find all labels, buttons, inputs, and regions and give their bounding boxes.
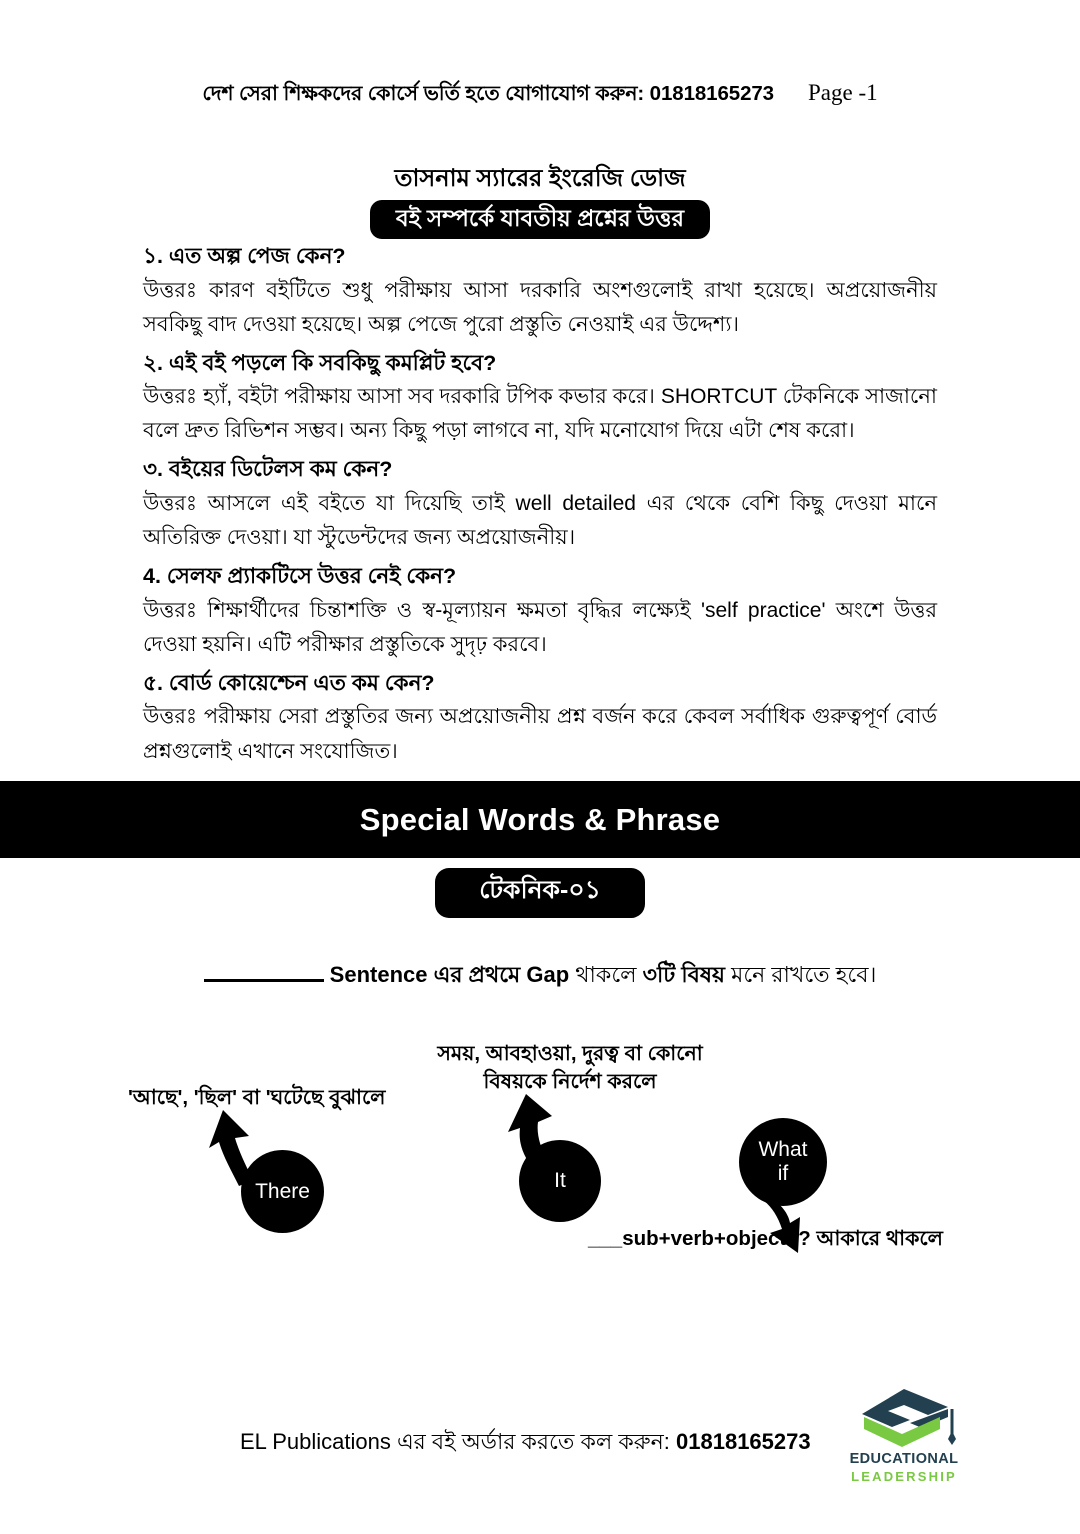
faq-answer: উত্তরঃ পরীক্ষায় সেরা প্রস্তুতির জন্য অপ্রয়োজনীয় প্রশ্ন বর্জন করে কেবল সর্বাধিক গুরুত্বপূর্ণ বোর্ড প্রশ্নগুলোই এখানে সংযোজিত। [143, 705, 937, 763]
faq-item [143, 240, 937, 342]
technique-badge: টেকনিক-০১ [435, 868, 645, 918]
technique-diagram [0, 1020, 1080, 1290]
title-badge-container [0, 200, 1080, 239]
technique-badge-container [0, 868, 1080, 918]
logo-word-educational: EDUCATIONAL [849, 1451, 959, 1467]
rule-normal-1: থাকলে [569, 962, 643, 987]
header-contact-line: দেশ সেরা শিক্ষকদের কোর্সে ভর্তি হতে যোগাযোগ করুন: 01818165273 [202, 82, 774, 105]
faq-question: ৫. বোর্ড কোয়েশ্চেন এত কম কেন? [143, 670, 435, 695]
diagram-bubble-there [241, 1150, 324, 1233]
educational-leadership-logo [848, 1387, 960, 1495]
diagram-bubble-label: What if [758, 1138, 808, 1185]
rule-statement [0, 958, 1080, 995]
page-number-label: Page -1 [807, 80, 878, 105]
section-banner-title: Special Words & Phrase [359, 801, 721, 837]
faq-answer: উত্তরঃ শিক্ষার্থীদের চিন্তাশক্তি ও স্ব-মূল্যায়ন ক্ষমতা বৃদ্ধির লক্ষ্যেই 'self practice' অংশে উত্তর দেওয়া হয়নি। এটি পরীক্ষার প্রস্তুতিকে সুদৃঢ় করবে। [143, 598, 937, 656]
rule-bold-2: ৩টি বিষয় [642, 962, 725, 987]
diagram-bubble-label: There [255, 1179, 310, 1203]
footer-phone: 01818165273 [676, 1429, 811, 1454]
rule-bold-1: Sentence এর প্রথমে Gap [329, 962, 570, 987]
faq-answer: উত্তরঃ আসলে এই বইতে যা দিয়েছি তাই well detailed এর থেকে বেশি কিছু দেওয়া মানে অতিরিক্ত দেওয়া। যা স্টুডেন্টদের জন্য অপ্রয়োজনীয়। [143, 492, 937, 550]
rule-normal-2: মনে রাখতে হবে। [725, 962, 877, 987]
faq-item [143, 667, 937, 769]
faq-item [143, 560, 937, 662]
faq-question: ১. এত অল্প পেজ কেন? [143, 244, 346, 268]
diagram-caption-there: 'আছে', 'ছিল' বা 'ঘটেছে বুঝালে [128, 1086, 386, 1109]
footer-text-prefix: EL Publications এর বই অর্ডার করতে কল করুন: [240, 1429, 677, 1454]
page-footer [0, 1425, 1080, 1485]
faq-answer: উত্তরঃ হ্যাঁ, বইটা পরীক্ষায় আসা সব দরকারি টপিক কভার করে। SHORTCUT টেকনিকে সাজানো বলে দ্রুত রিভিশন সম্ভব। অন্য কিছু পড়া লাগবে না, যদি মনোযোগ দিয়ে এটা শেষ করো। [143, 385, 937, 443]
section-banner [0, 781, 1080, 858]
page-header [0, 78, 1080, 112]
faq-question: ২. এই বই পড়লে কি সবকিছু কমপ্লিট হবে? [143, 350, 497, 375]
faq-list [143, 240, 937, 774]
diagram-caption-it-line2: বিষয়কে নির্দেশ করলে [483, 1070, 657, 1093]
diagram-caption-it-line1: সময়, আবহাওয়া, দুরত্ব বা কোনো [437, 1042, 703, 1065]
faq-question: 4. সেলফ প্র্যাকটিসে উত্তর নেই কেন? [143, 564, 457, 589]
title-badge: বই সম্পর্কে যাবতীয় প্রশ্নের উত্তর [370, 200, 710, 239]
logo-word-leadership: LEADERSHIP [851, 1469, 957, 1484]
diagram-caption-what-if: ___sub+verb+object+? আকারে থাকলে [588, 1227, 943, 1250]
faq-answer: উত্তরঃ কারণ বইটিতে শুধু পরীক্ষায় আসা দরকারি অংশগুলোই রাখা হয়েছে। অপ্রয়োজনীয় সবকিছু বাদ দেওয়া হয়েছে। অল্প পেজে পুরো প্রস্তুতি নেওয়াই এর উদ্দেশ্য। [143, 278, 937, 336]
faq-question: ৩. বইয়ের ডিটেলস কম কেন? [143, 457, 393, 482]
faq-item [143, 453, 937, 555]
diagram-bubble-what-if [739, 1118, 827, 1206]
graduation-cap-logo-icon [848, 1387, 960, 1451]
diagram-bubble-it [519, 1140, 601, 1222]
diagram-bubble-label: It [554, 1169, 566, 1193]
page-title: তাসনাম স্যারের ইংরেজি ডোজ [394, 165, 686, 192]
blank-underline [204, 963, 324, 982]
footer-order-text [240, 1425, 811, 1462]
faq-item [143, 347, 937, 449]
